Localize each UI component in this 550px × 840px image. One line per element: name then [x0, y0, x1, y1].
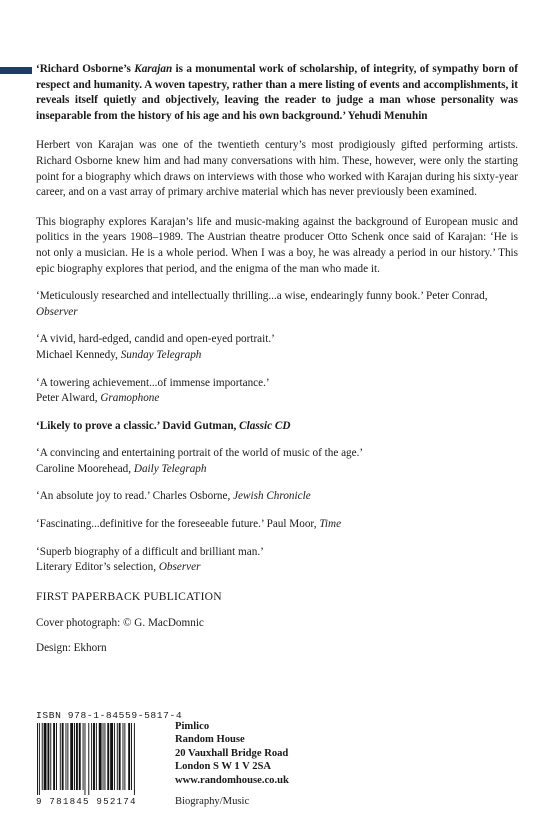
- blurb-paragraph-2: This biography explores Karajan’s life and music-making against the background of European music and politics in the years 1908–1989. The Austrian theatre producer Otto Schenk once said of Karajan: ‘He is not only a musician. He is a whole period. When I was a boy, he was already a period in our history.’ This epic biography explores that period, and the enigma of the man who made it.: [36, 215, 518, 275]
- review-text: ‘Fascinating...definitive for the foreseeable future.’: [36, 518, 267, 531]
- design-credit: Design: Ekhorn: [36, 642, 107, 655]
- category-label: Biography/Music: [175, 796, 250, 807]
- review-quote: [36, 376, 518, 407]
- lead-quote-part1: ‘Richard Osborne’s: [36, 63, 135, 75]
- reviews-list: [36, 289, 518, 576]
- review-quote: [36, 446, 518, 477]
- review-attribution: Peter Alward,: [36, 392, 101, 405]
- review-source: Daily Telegraph: [133, 462, 207, 475]
- isbn-number: ISBN 978-1-84559-5817-4: [36, 710, 183, 721]
- review-source: Jewish Chronicle: [233, 490, 311, 503]
- review-attribution: Charles Osborne,: [152, 490, 234, 503]
- review-attribution: Michael Kennedy,: [36, 348, 121, 361]
- review-quote: [36, 517, 518, 533]
- review-source: Classic CD: [239, 419, 291, 432]
- lead-quote: [36, 62, 518, 124]
- review-text: ‘Superb biography of a difficult and brilliant man.’: [36, 545, 264, 558]
- review-text: ‘A vivid, hard-edged, candid and open-eyed portrait.’: [36, 333, 275, 346]
- review-source: Observer: [158, 561, 201, 574]
- accent-bar: [0, 67, 32, 74]
- review-text: ‘A towering achievement...of immense importance.’: [36, 376, 270, 389]
- review-quote: [36, 289, 518, 320]
- lead-quote-part2: is a monumental work of scholarship, of integrity, of sympathy born of respect and humanity. A woven tapestry, rather than a mere listing of events and accomplishments, it reveals itself quietly and objectively, leaving the reader to judge a man whose personality was inseparable from the history of his age and his own background.’ Yehudi Menuhin: [36, 63, 518, 122]
- publisher-imprint: Random House: [175, 734, 245, 746]
- review-attribution: Peter Conrad,: [426, 290, 488, 303]
- review-source: Observer: [36, 305, 78, 318]
- review-quote: [36, 545, 518, 576]
- cover-photo-credit: Cover photograph: © G. MacDomnic: [36, 617, 204, 630]
- barcode-digits: 9 781845 952174: [36, 796, 137, 807]
- blurb-paragraph-1: Herbert von Karajan was one of the twentieth century’s most prodigiously gifted performing artists. Richard Osborne knew him and had many conversations with him. These, however, were only the starting point for a biography which draws on interviews with those who worked with Karajan during his sixty-year career, and on a vast array of primary archive material which has never previously been examined.: [36, 139, 518, 199]
- review-source: Gramophone: [100, 392, 160, 405]
- review-attribution: Caroline Moorehead,: [36, 462, 134, 475]
- review-text: ‘An absolute joy to read.’: [36, 490, 153, 503]
- review-text: ‘Meticulously researched and intellectually thrilling...a wise, endearingly funny book.’: [36, 290, 426, 303]
- barcode-block: [36, 710, 183, 810]
- publisher-address-line1: 20 Vauxhall Bridge Road: [175, 747, 289, 759]
- back-cover-text: [36, 62, 518, 657]
- first-paperback-heading: FIRST PAPERBACK PUBLICATION: [36, 589, 222, 603]
- review-source: Time: [319, 518, 342, 531]
- review-attribution: Literary Editor’s selection,: [36, 561, 159, 574]
- publisher-address: [175, 720, 289, 787]
- review-quote: [36, 419, 518, 435]
- review-quote: [36, 489, 518, 505]
- review-attribution: Paul Moor,: [266, 518, 320, 531]
- publisher-address-line2: London S W 1 V 2SA: [175, 761, 272, 773]
- review-quote: [36, 332, 518, 363]
- publisher-name: Pimlico: [175, 721, 210, 732]
- review-attribution: David Gutman,: [162, 419, 240, 432]
- review-source: Sunday Telegraph: [120, 348, 202, 361]
- lead-quote-title: Karajan: [134, 63, 173, 75]
- publisher-website: www.randomhouse.co.uk: [175, 774, 289, 786]
- review-text: ‘A convincing and entertaining portrait of the world of music of the age.’: [36, 447, 364, 460]
- review-text: ‘Likely to prove a classic.’: [36, 419, 163, 432]
- barcode-icon: [36, 723, 168, 795]
